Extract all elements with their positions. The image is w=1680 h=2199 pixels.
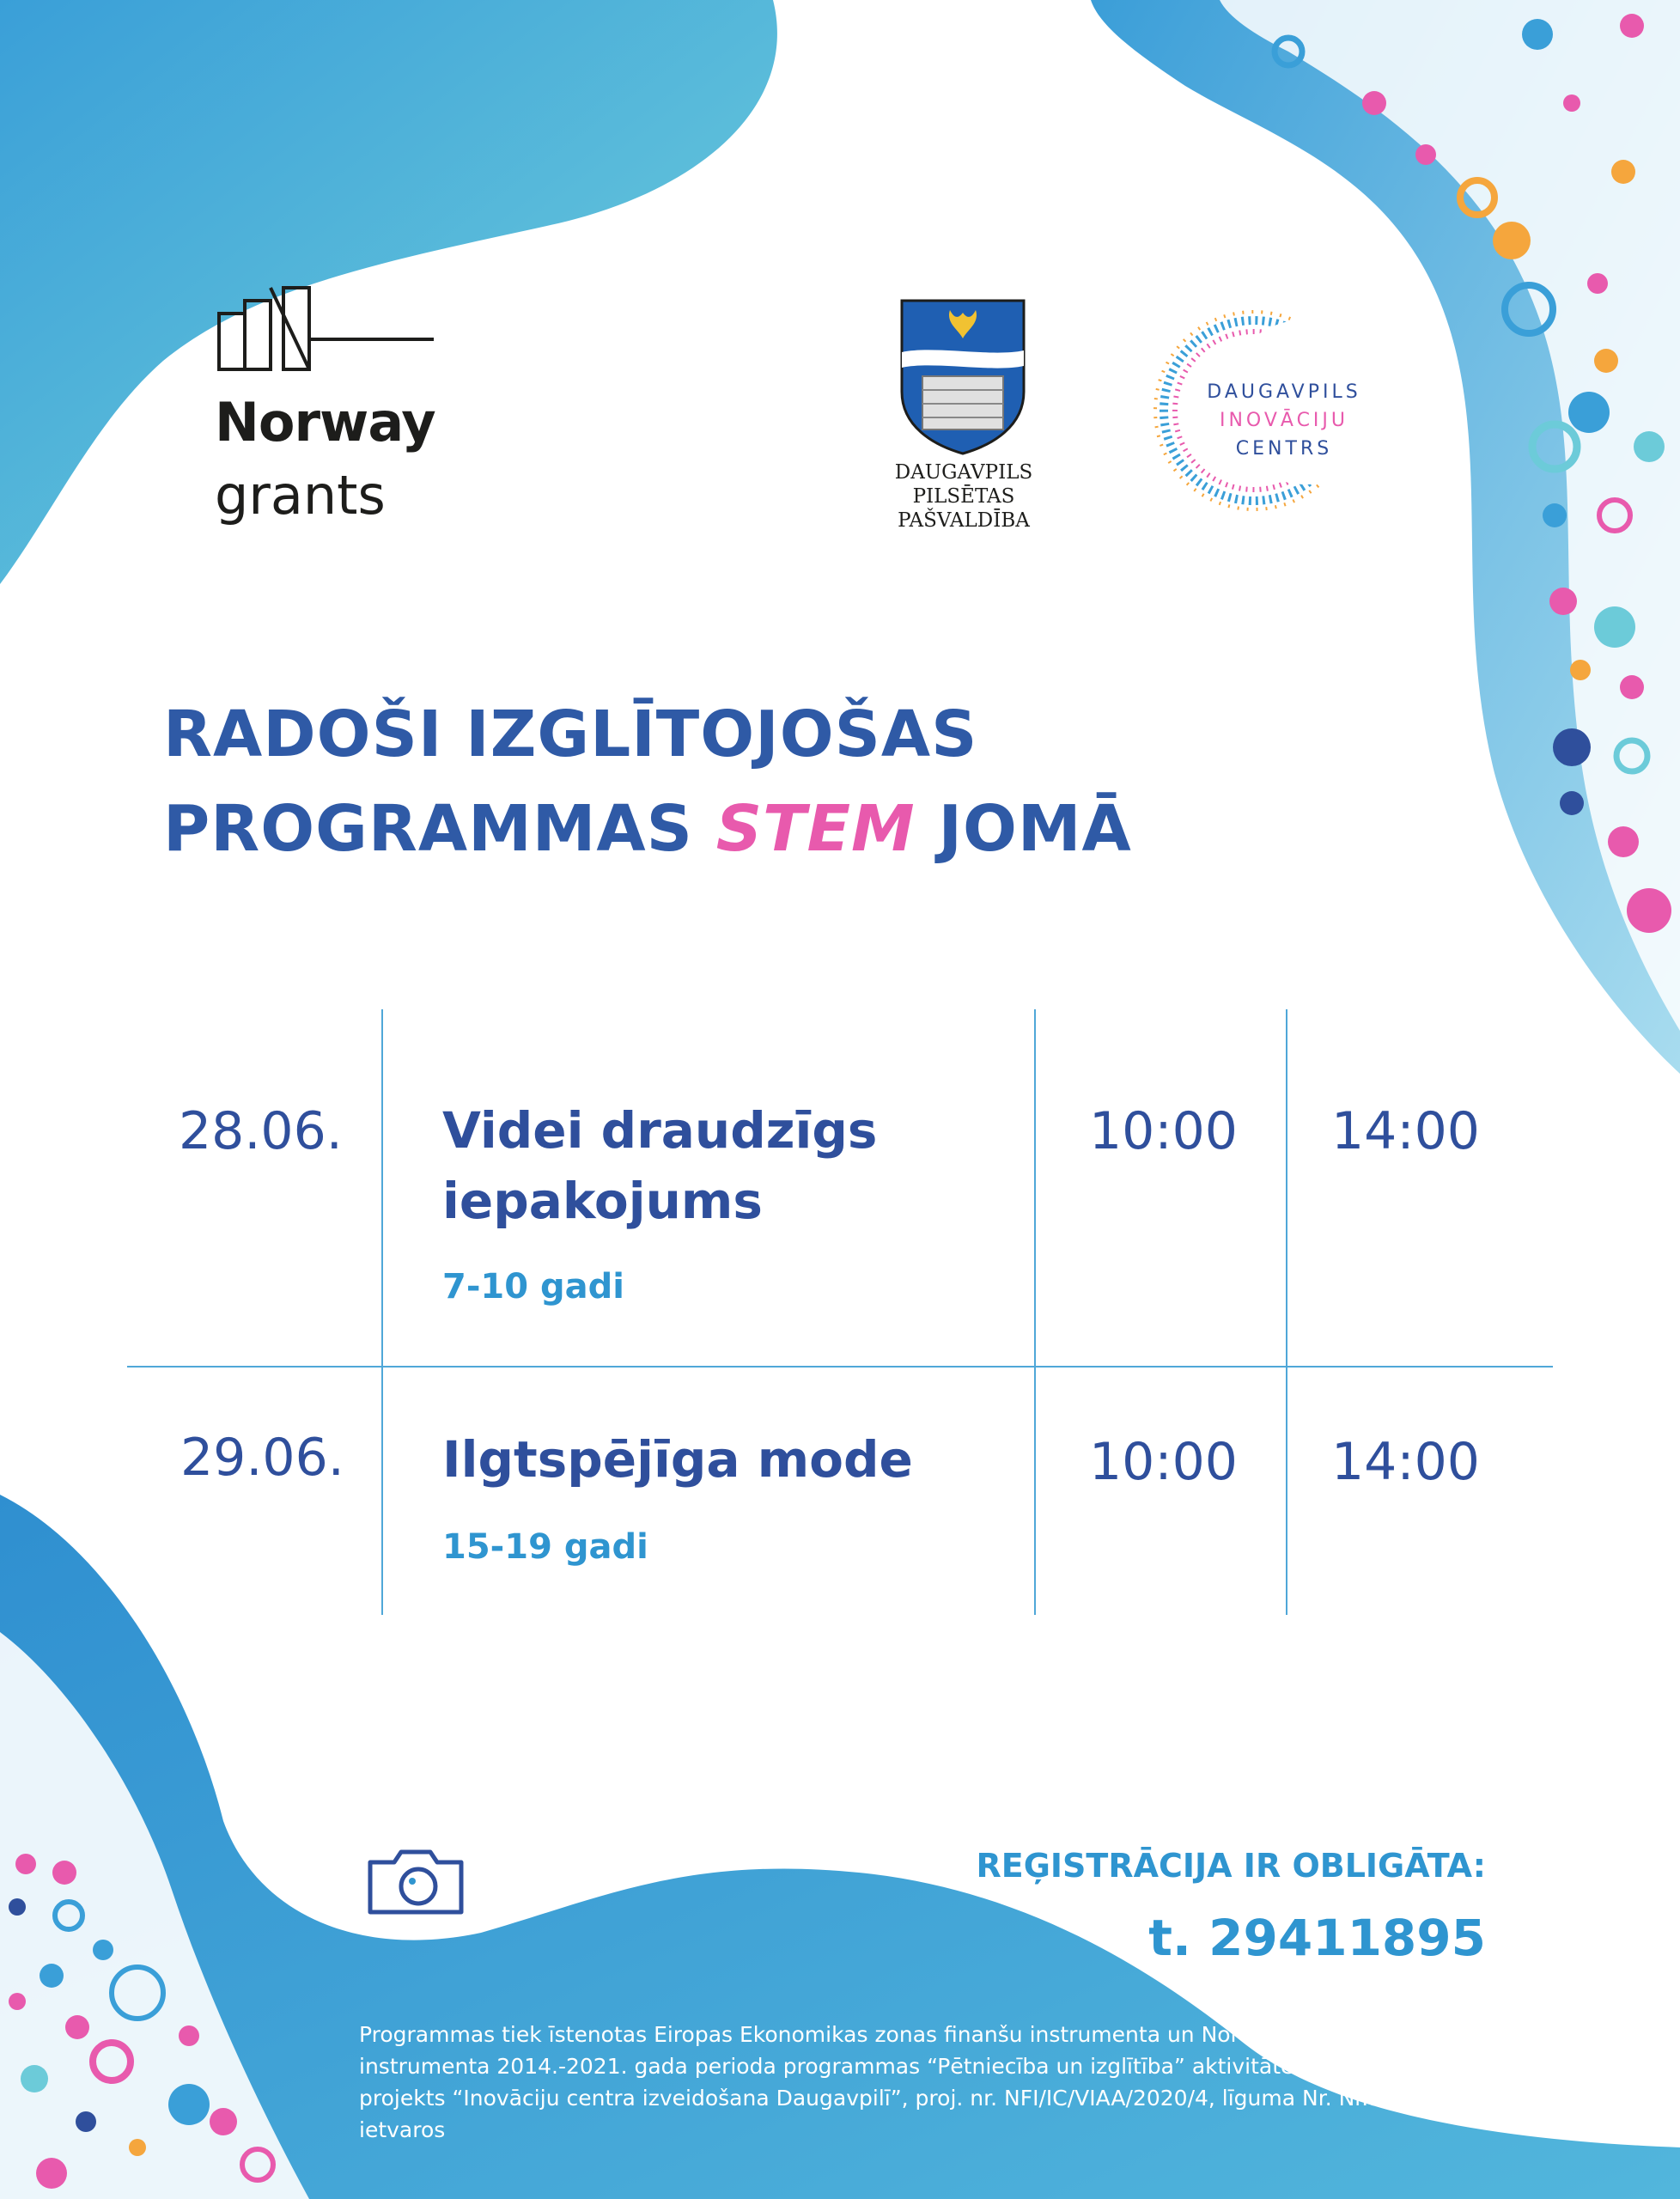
table-divider-vertical-3: [1286, 1009, 1287, 1615]
schedule-date: 28.06.: [179, 1101, 343, 1161]
footer-disclaimer: Programmas tiek īstenotas Eiropas Ekonomikas zonas finanšu instrumenta un Norvēģijas finanšu instrumenta 2014.-2021. gada perioda programmas “Pētniecība un izglītība” aktivitātes “Inovācijas centri” projekts “Inovāciju centra izveidošana Daugavpilī”, proj. nr. NFI/IC/VIAA/2020/4, līguma Nr. Nr.9.-20.2.2.1/4 ietvaros: [359, 2022, 1510, 2142]
table-divider-horizontal: [127, 1366, 1553, 1368]
norway-wordmark: Norway: [215, 391, 435, 454]
innovation-centre-label: DAUGAVPILS INOVĀCIJU CENTRS: [1207, 381, 1361, 460]
coat-of-arms-icon: [898, 297, 1027, 456]
session-time-2: 14:00: [1331, 1432, 1480, 1492]
age-group: 15-19 gadi: [442, 1527, 648, 1567]
session-time-1: 10:00: [1089, 1101, 1238, 1161]
registration-label: REĢISTRĀCIJA IR OBLIGĀTA:: [976, 1847, 1486, 1885]
camera-icon: [365, 1847, 466, 1917]
title-line-1: RADOŠI IZGLĪTOJOŠAS: [163, 697, 978, 771]
schedule-date: 29.06.: [180, 1428, 344, 1488]
program-title: Ilgtspējīga mode: [442, 1430, 913, 1489]
table-divider-vertical-2: [1034, 1009, 1036, 1615]
program-title: Videi draudzīgs iepakojums: [442, 1101, 878, 1230]
session-time-2: 14:00: [1331, 1101, 1480, 1161]
stem-highlight: STEM: [715, 792, 916, 866]
table-divider-vertical-1: [381, 1009, 383, 1615]
norway-grants-logo-icon: [215, 283, 438, 378]
age-group: 7-10 gadi: [442, 1267, 624, 1307]
page-title: [163, 687, 1132, 876]
registration-phone[interactable]: t. 29411895: [1148, 1909, 1486, 1967]
title-line-2: PROGRAMMAS STEM JOMĀ: [163, 792, 1132, 866]
grants-wordmark: grants: [215, 464, 386, 527]
municipality-label: DAUGAVPILS PILSĒTAS PAŠVALDĪBA: [894, 461, 1033, 532]
session-time-1: 10:00: [1089, 1432, 1238, 1492]
